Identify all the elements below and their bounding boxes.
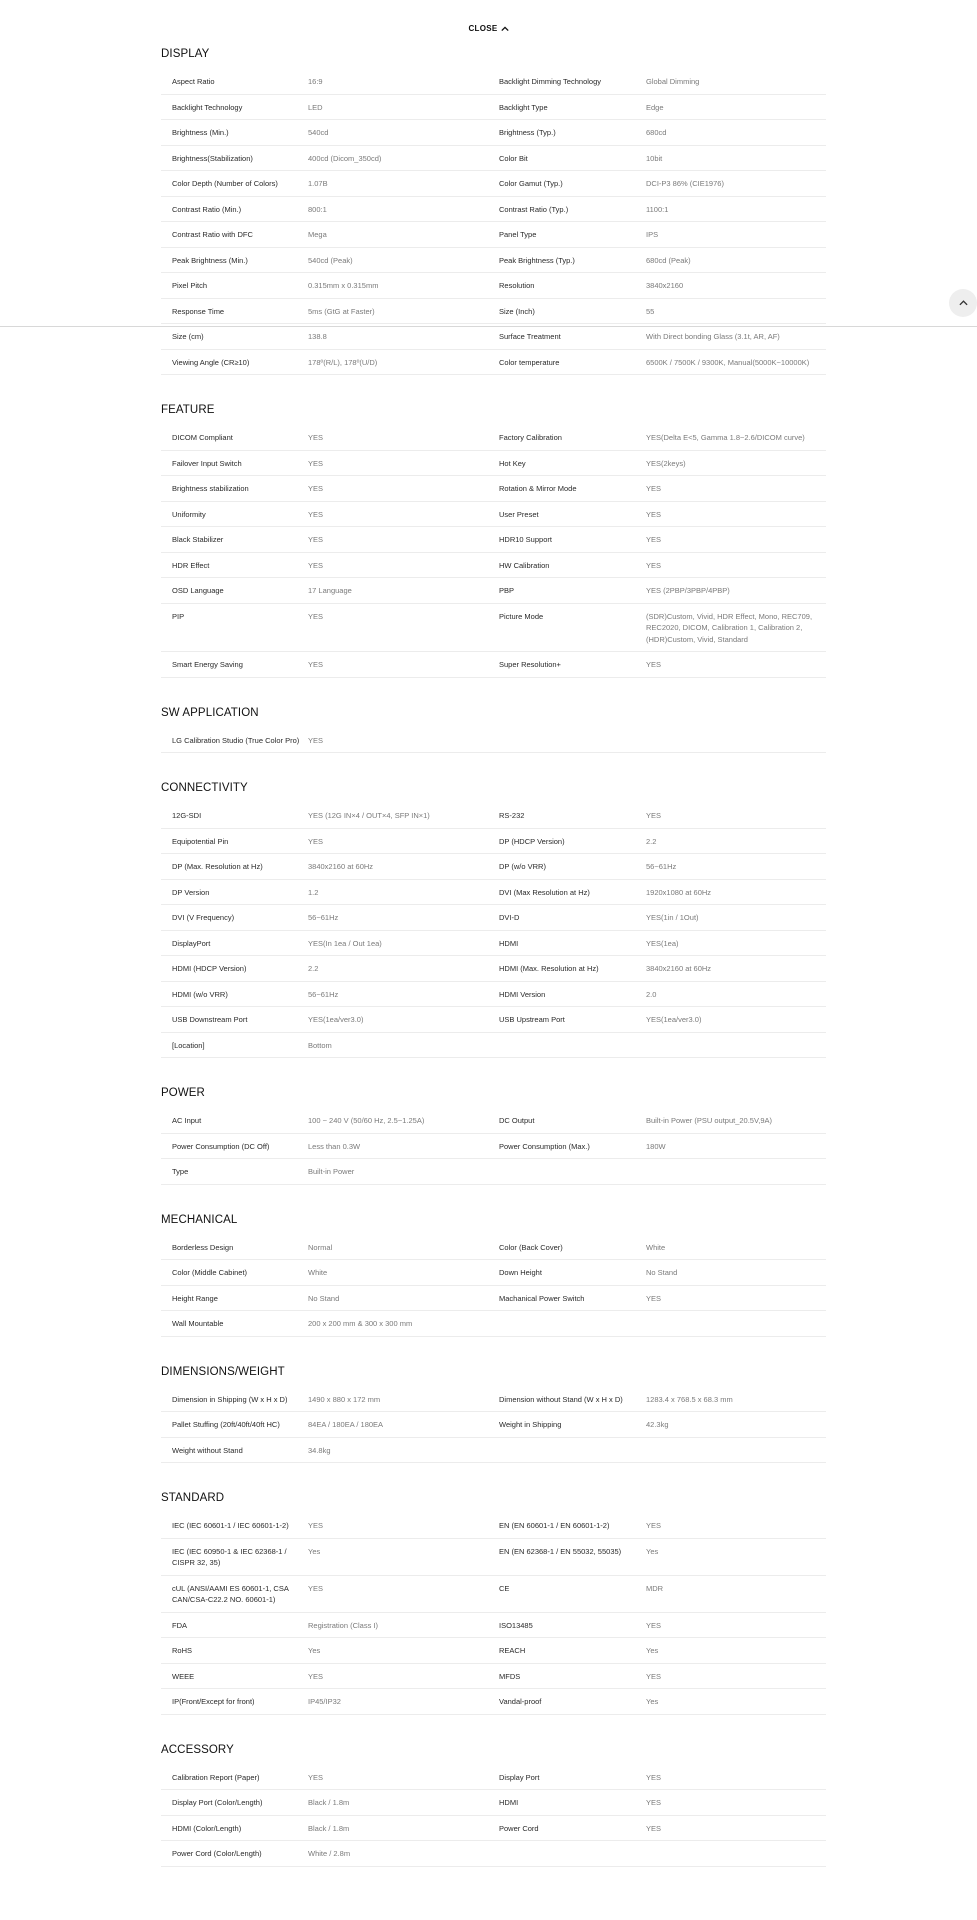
spec-label: HDMI <box>499 1798 519 1807</box>
spec-row <box>161 905 826 931</box>
spec-row <box>161 1841 826 1867</box>
spec-label: DisplayPort <box>172 938 211 948</box>
spec-section <box>161 774 826 1079</box>
spec-label: LG Calibration Studio (True Color Pro) <box>172 735 300 745</box>
spec-label: Panel Type <box>499 230 537 239</box>
spec-value: 17 Language <box>308 586 352 595</box>
spec-row <box>161 1513 826 1539</box>
spec-value: 1.2 <box>308 887 319 897</box>
spec-value: 16:9 <box>308 77 323 86</box>
spec-row <box>161 95 826 121</box>
spec-value: 800:1 <box>308 204 327 214</box>
spec-label: Response Time <box>172 306 225 316</box>
spec-value: 680cd <box>646 128 667 137</box>
section-spacer <box>161 1337 826 1358</box>
spec-value: YES(2keys) <box>646 458 686 468</box>
spec-row <box>161 197 826 223</box>
spec-value: Yes <box>308 1646 321 1655</box>
section-title: FEATURE <box>161 404 215 416</box>
spec-label: Power Consumption (Max.) <box>499 1141 590 1151</box>
spec-label: Calibration Report (Paper) <box>172 1772 260 1782</box>
section-title: DIMENSIONS/WEIGHT <box>161 1365 285 1378</box>
spec-value: 5ms (GtG at Faster) <box>308 306 375 316</box>
spec-value: 180W <box>646 1141 666 1151</box>
spec-value: Global Dimming <box>646 77 700 86</box>
scroll-to-top-button[interactable] <box>949 289 977 317</box>
spec-label: Power Cord <box>499 1823 539 1833</box>
spec-section <box>161 396 826 699</box>
spec-label: Rotation & Mirror Mode <box>499 484 577 493</box>
spec-value: IP45/IP32 <box>308 1697 341 1706</box>
spec-label: Smart Energy Saving <box>172 660 243 669</box>
spec-row <box>161 956 826 982</box>
spec-row <box>161 476 826 502</box>
spec-label: AC Input <box>172 1116 202 1125</box>
spec-value: 3840x2160 at 60Hz <box>308 862 374 871</box>
spec-value: 1283.4 x 768.5 x 68.3 mm <box>646 1394 733 1404</box>
spec-value: YES <box>308 509 324 519</box>
spec-label: Aspect Ratio <box>172 77 215 86</box>
spec-value: Built-in Power (PSU output_20.5V,9A) <box>646 1116 773 1125</box>
section-title: ACCESSORY <box>161 1743 234 1756</box>
spec-label: Contrast Ratio (Min.) <box>172 204 242 214</box>
spec-value: Yes <box>308 1546 321 1556</box>
spec-label: DP (w/o VRR) <box>499 862 546 871</box>
spec-value: YES <box>308 1671 324 1681</box>
spec-value: YES <box>308 1521 324 1530</box>
spec-section <box>161 40 826 396</box>
spec-value: YES <box>646 1798 662 1807</box>
spec-label: Color Gamut (Typ.) <box>499 179 563 188</box>
spec-label: Power Cord (Color/Length) <box>172 1849 262 1858</box>
spec-label: DICOM Compliant <box>172 433 233 442</box>
spec-value: YES <box>646 1823 662 1833</box>
spec-value: 1490 x 880 x 172 mm <box>308 1394 381 1404</box>
spec-label <box>499 1311 646 1324</box>
spec-value: YES <box>308 836 324 846</box>
spec-label: DC Output <box>499 1116 535 1125</box>
spec-sections <box>161 40 826 1867</box>
spec-row <box>161 273 826 299</box>
spec-label: HDMI (Max. Resolution at Hz) <box>499 964 599 973</box>
section-title: DISPLAY <box>161 48 210 60</box>
spec-value: YES <box>308 535 324 544</box>
spec-value: YES <box>646 1671 662 1681</box>
spec-value: White / 2.8m <box>308 1849 351 1858</box>
spec-label: Machanical Power Switch <box>499 1293 585 1303</box>
spec-row <box>161 146 826 172</box>
spec-value: YES <box>646 811 662 820</box>
spec-label: HW Calibration <box>499 560 550 570</box>
spec-value: Yes <box>646 1546 659 1556</box>
spec-value <box>646 1311 826 1324</box>
spec-label: REACH <box>499 1646 526 1655</box>
spec-value: Yes <box>646 1646 659 1655</box>
spec-value: YES <box>646 1293 662 1303</box>
spec-value <box>646 1033 826 1046</box>
spec-section <box>161 1358 826 1485</box>
spec-value: 540cd <box>308 128 329 137</box>
spec-value: 680cd (Peak) <box>646 255 691 265</box>
spec-row <box>161 1539 826 1576</box>
section-spacer <box>161 1185 826 1206</box>
spec-value: LED <box>308 102 323 112</box>
spec-label: DP (Max. Resolution at Hz) <box>172 862 263 871</box>
spec-label: Height Range <box>172 1293 218 1303</box>
spec-value: 34.8kg <box>308 1445 331 1455</box>
spec-value: With Direct bonding Glass (3.1t, AR, AF) <box>646 332 780 341</box>
spec-label: RoHS <box>172 1646 193 1655</box>
spec-value: YES <box>308 611 324 621</box>
section-title: POWER <box>161 1087 205 1099</box>
spec-label: Backlight Technology <box>172 102 243 112</box>
spec-row <box>161 171 826 197</box>
spec-value: Built-in Power <box>308 1167 355 1176</box>
spec-value: YES <box>308 660 324 669</box>
spec-label: Factory Calibration <box>499 433 562 442</box>
spec-value: YES <box>308 735 324 745</box>
spec-label: HDMI (Color/Length) <box>172 1823 242 1833</box>
section-spacer <box>161 1058 826 1079</box>
spec-value: YES <box>646 660 662 669</box>
spec-label: 12G-SDI <box>172 811 202 820</box>
spec-label: Backlight Dimming Technology <box>499 77 601 86</box>
spec-label: Dimension in Shipping (W x H x D) <box>172 1394 288 1404</box>
section-title: CONNECTIVITY <box>161 782 248 794</box>
spec-label: Vandal-proof <box>499 1697 542 1706</box>
spec-label: Pallet Stuffing (20ft/40ft/40ft HC) <box>172 1420 280 1429</box>
chevron-up-icon <box>501 26 509 32</box>
spec-label: IEC (IEC 60601-1 / IEC 60601-1-2) <box>172 1521 289 1530</box>
spec-value: YES(1ea/ver3.0) <box>646 1015 702 1024</box>
spec-label: Contrast Ratio (Typ.) <box>499 204 569 214</box>
spec-value: 138.8 <box>308 332 327 341</box>
spec-row <box>161 502 826 528</box>
spec-label: Brightness (Typ.) <box>499 128 556 137</box>
spec-value: Registration (Class I) <box>308 1620 379 1630</box>
spec-section <box>161 1206 826 1358</box>
spec-value: 6500K / 7500K / 9300K, Manual(5000K~10000K) <box>646 357 810 367</box>
spec-value <box>646 1438 826 1451</box>
spec-label: Resolution <box>499 281 535 290</box>
spec-value: 2.0 <box>646 989 657 999</box>
section-spacer <box>161 1463 826 1484</box>
spec-label: Black Stabilizer <box>172 535 224 544</box>
spec-value: White <box>308 1268 328 1277</box>
spec-label: MFDS <box>499 1671 521 1681</box>
spec-row <box>161 553 826 579</box>
spec-label: Borderless Design <box>172 1242 234 1252</box>
spec-row <box>161 1576 826 1613</box>
spec-value <box>646 1159 826 1172</box>
section-spacer <box>161 1715 826 1736</box>
spec-value: Less than 0.3W <box>308 1141 361 1151</box>
spec-label: Color Bit <box>499 153 528 163</box>
spec-value: White <box>646 1242 666 1252</box>
spec-value: 200 x 200 mm & 300 x 300 mm <box>308 1319 413 1328</box>
spec-label: Brightness stabilization <box>172 484 249 493</box>
spec-value: YES <box>308 458 324 468</box>
spec-label: HDMI Version <box>499 989 546 999</box>
spec-row <box>161 803 826 829</box>
spec-row <box>161 425 826 451</box>
spec-label: HDMI (HDCP Version) <box>172 964 247 973</box>
spec-label: Color temperature <box>499 357 560 367</box>
spec-label: IP(Front/Except for front) <box>172 1697 255 1706</box>
spec-value: Black / 1.8m <box>308 1823 350 1833</box>
spec-row <box>161 527 826 553</box>
spec-value: Mega <box>308 230 327 239</box>
spec-value: 42.3kg <box>646 1420 669 1429</box>
spec-value: 0.315mm x 0.315mm <box>308 281 379 290</box>
spec-label: Peak Brightness (Min.) <box>172 255 248 265</box>
spec-value: 2.2 <box>646 836 657 846</box>
spec-value <box>646 728 826 741</box>
spec-label: Display Port <box>499 1772 540 1782</box>
spec-label: DP Version <box>172 887 210 897</box>
spec-label: HDR10 Support <box>499 535 552 544</box>
spec-label <box>499 1841 646 1854</box>
spec-label: Size (cm) <box>172 332 204 341</box>
spec-row <box>161 829 826 855</box>
spec-row <box>161 1664 826 1690</box>
spec-label: IEC (IEC 60950-1 & IEC 62368-1 / CISPR 32, 35) <box>172 1546 287 1567</box>
spec-value: YES <box>646 535 662 544</box>
spec-label: Pixel Pitch <box>172 281 208 290</box>
section-spacer <box>161 678 826 699</box>
section-title: STANDARD <box>161 1492 225 1504</box>
spec-row <box>161 1816 826 1842</box>
spec-row <box>161 1689 826 1715</box>
spec-label: Uniformity <box>172 509 206 519</box>
spec-label: USB Upstream Port <box>499 1015 565 1024</box>
spec-row <box>161 248 826 274</box>
spec-value: Normal <box>308 1242 333 1252</box>
spec-value: YES <box>308 433 324 442</box>
spec-row <box>161 324 826 350</box>
spec-row <box>161 1638 826 1664</box>
spec-row <box>161 1790 826 1816</box>
spec-value: 1100:1 <box>646 204 669 214</box>
spec-label: USB Downstream Port <box>172 1015 248 1024</box>
spec-label: Color (Back Cover) <box>499 1242 563 1252</box>
spec-row <box>161 854 826 880</box>
spec-row <box>161 299 826 325</box>
spec-row <box>161 604 826 653</box>
spec-label: Viewing Angle (CR≥10) <box>172 357 250 367</box>
spec-label: Backlight Type <box>499 102 548 112</box>
spec-value: 540cd (Peak) <box>308 255 353 265</box>
spec-value: YES(1ea) <box>646 938 679 948</box>
spec-row <box>161 1438 826 1464</box>
spec-section <box>161 1484 826 1736</box>
spec-label <box>499 1033 646 1046</box>
spec-label: RS-232 <box>499 811 525 820</box>
spec-label: DVI (Max Resolution at Hz) <box>499 887 590 897</box>
spec-row <box>161 120 826 146</box>
spec-row <box>161 1108 826 1134</box>
spec-row <box>161 1033 826 1059</box>
spec-label: Peak Brightness (Typ.) <box>499 255 575 265</box>
spec-value: Black / 1.8m <box>308 1798 350 1807</box>
spec-label: Equipotential Pin <box>172 836 229 846</box>
spec-label: Contrast Ratio with DFC <box>172 230 253 239</box>
spec-label: HDR Effect <box>172 560 210 570</box>
section-spacer <box>161 753 826 774</box>
spec-value: (SDR)Custom, Vivid, HDR Effect, Mono, REC709, REC2020, DICOM, Calibration 1, Calibration 2, (HDR)Custom, Vivid, Standard <box>646 611 813 644</box>
spec-label: Picture Mode <box>499 611 544 621</box>
spec-label: DVI (V Frequency) <box>172 913 235 922</box>
spec-row <box>161 350 826 376</box>
spec-value: 84EA / 180EA / 180EA <box>308 1420 384 1429</box>
spec-row <box>161 1412 826 1438</box>
spec-label: Color Depth (Number of Colors) <box>172 179 278 188</box>
spec-label: PBP <box>499 586 515 595</box>
chevron-up-icon <box>959 300 968 306</box>
spec-label: EN (EN 60601-1 / EN 60601-1-2) <box>499 1521 610 1530</box>
spec-label: Type <box>172 1167 189 1176</box>
spec-label: Brightness (Min.) <box>172 128 229 137</box>
spec-label: User Preset <box>499 509 539 519</box>
spec-label: DP (HDCP Version) <box>499 836 565 846</box>
spec-row <box>161 578 826 604</box>
spec-label: Weight in Shipping <box>499 1420 562 1429</box>
spec-value: 100 ~ 240 V (50/60 Hz, 2.5~1.25A) <box>308 1116 425 1125</box>
spec-label: Hot Key <box>499 458 526 468</box>
spec-label: Display Port (Color/Length) <box>172 1798 263 1807</box>
section-title: MECHANICAL <box>161 1213 238 1226</box>
spec-value: YES <box>308 1772 324 1782</box>
spec-label: Size (Inch) <box>499 306 535 316</box>
close-bar <box>0 18 977 36</box>
spec-label: WEEE <box>172 1671 195 1681</box>
section-title: SW APPLICATION <box>161 706 259 719</box>
spec-value: YES(In 1ea / Out 1ea) <box>308 938 382 948</box>
spec-value: YES(Delta E<5, Gamma 1.8~2.6/DICOM curve) <box>646 433 805 442</box>
spec-value: YES <box>308 484 324 493</box>
spec-value: 10bit <box>646 153 663 163</box>
spec-value: YES(1ea/ver3.0) <box>308 1015 364 1024</box>
spec-value: 56~61Hz <box>646 862 677 871</box>
spec-value: YES <box>646 484 662 493</box>
spec-value: YES(1in / 1Out) <box>646 913 699 922</box>
spec-label: HDMI (w/o VRR) <box>172 989 228 999</box>
spec-label: HDMI <box>499 938 519 948</box>
spec-label: DVI-D <box>499 913 520 922</box>
spec-label: OSD Language <box>172 586 224 595</box>
spec-row <box>161 1260 826 1286</box>
spec-value: 56~61Hz <box>308 989 339 999</box>
spec-label: Brightness(Stabilization) <box>172 153 253 163</box>
spec-label: Color (Middle Cabinet) <box>172 1268 248 1277</box>
spec-row <box>161 1765 826 1791</box>
spec-label: Super Resolution+ <box>499 660 561 669</box>
spec-value: YES (2PBP/3PBP/4PBP) <box>646 586 730 595</box>
spec-value: YES <box>646 560 662 570</box>
spec-row <box>161 1387 826 1413</box>
spec-label: CE <box>499 1583 510 1593</box>
spec-label: Weight without Stand <box>172 1445 243 1455</box>
spec-row <box>161 982 826 1008</box>
spec-row <box>161 451 826 477</box>
spec-section <box>161 1079 826 1206</box>
spec-row <box>161 1159 826 1185</box>
spec-value: 56~61Hz <box>308 913 339 922</box>
spec-label: EN (EN 62368-1 / EN 55032, 55035) <box>499 1546 622 1556</box>
spec-label: FDA <box>172 1620 187 1630</box>
spec-value: YES <box>646 509 662 519</box>
spec-value: IPS <box>646 230 659 239</box>
spec-value: 1920x1080 at 60Hz <box>646 887 712 897</box>
spec-value: 55 <box>646 306 655 316</box>
spec-value: 400cd (Dicom_350cd) <box>308 153 382 163</box>
spec-value: YES <box>308 1583 324 1593</box>
spec-row <box>161 222 826 248</box>
spec-label <box>499 1159 646 1172</box>
spec-row <box>161 1007 826 1033</box>
spec-label <box>499 1438 646 1451</box>
spec-label: [Location] <box>172 1040 205 1050</box>
spec-label: Wall Mountable <box>172 1319 224 1328</box>
spec-value: YES <box>308 560 324 570</box>
spec-row <box>161 1235 826 1261</box>
section-spacer <box>161 375 826 396</box>
spec-label: ISO13485 <box>499 1620 533 1630</box>
spec-section <box>161 699 826 775</box>
spec-label: cUL (ANSI/AAMI ES 60601-1, CSA CAN/CSA-C22.2 NO. 60601-1) <box>172 1583 289 1604</box>
spec-label: Failover Input Switch <box>172 458 242 468</box>
spec-label: Power Consumption (DC Off) <box>172 1141 270 1151</box>
spec-label: PIP <box>172 611 185 621</box>
spec-value: MDR <box>646 1583 664 1593</box>
spec-row <box>161 1311 826 1337</box>
spec-value: 178º(R/L), 178º(U/D) <box>308 357 378 367</box>
spec-value: YES (12G IN×4 / OUT×4, SFP IN×1) <box>308 811 430 820</box>
spec-label: Dimension without Stand (W x H x D) <box>499 1394 623 1404</box>
spec-row <box>161 1134 826 1160</box>
spec-label <box>499 728 646 741</box>
spec-row <box>161 1613 826 1639</box>
spec-value: 3840x2160 <box>646 281 684 290</box>
spec-value: YES <box>646 1620 662 1630</box>
spec-value: Yes <box>646 1697 659 1706</box>
spec-value: YES <box>646 1772 662 1782</box>
spec-section <box>161 1736 826 1867</box>
spec-value: Bottom <box>308 1040 332 1050</box>
spec-row <box>161 728 826 754</box>
spec-value <box>646 1841 826 1854</box>
spec-value: Edge <box>646 102 664 112</box>
spec-row <box>161 880 826 906</box>
spec-value: No Stand <box>308 1293 340 1303</box>
spec-value: 2.2 <box>308 964 319 973</box>
spec-row <box>161 931 826 957</box>
spec-row <box>161 69 826 95</box>
spec-value: 3840x2160 at 60Hz <box>646 964 712 973</box>
spec-value: DCI-P3 86% (CIE1976) <box>646 179 724 188</box>
close-label: CLOSE <box>468 24 498 33</box>
spec-row <box>161 1286 826 1312</box>
spec-label: Down Height <box>499 1268 542 1277</box>
close-button[interactable] <box>468 24 508 33</box>
spec-label: Surface Treatment <box>499 332 561 341</box>
spec-value: 1.07B <box>308 179 328 188</box>
spec-value: YES <box>646 1521 662 1530</box>
spec-row <box>161 652 826 678</box>
spec-value: No Stand <box>646 1268 678 1277</box>
